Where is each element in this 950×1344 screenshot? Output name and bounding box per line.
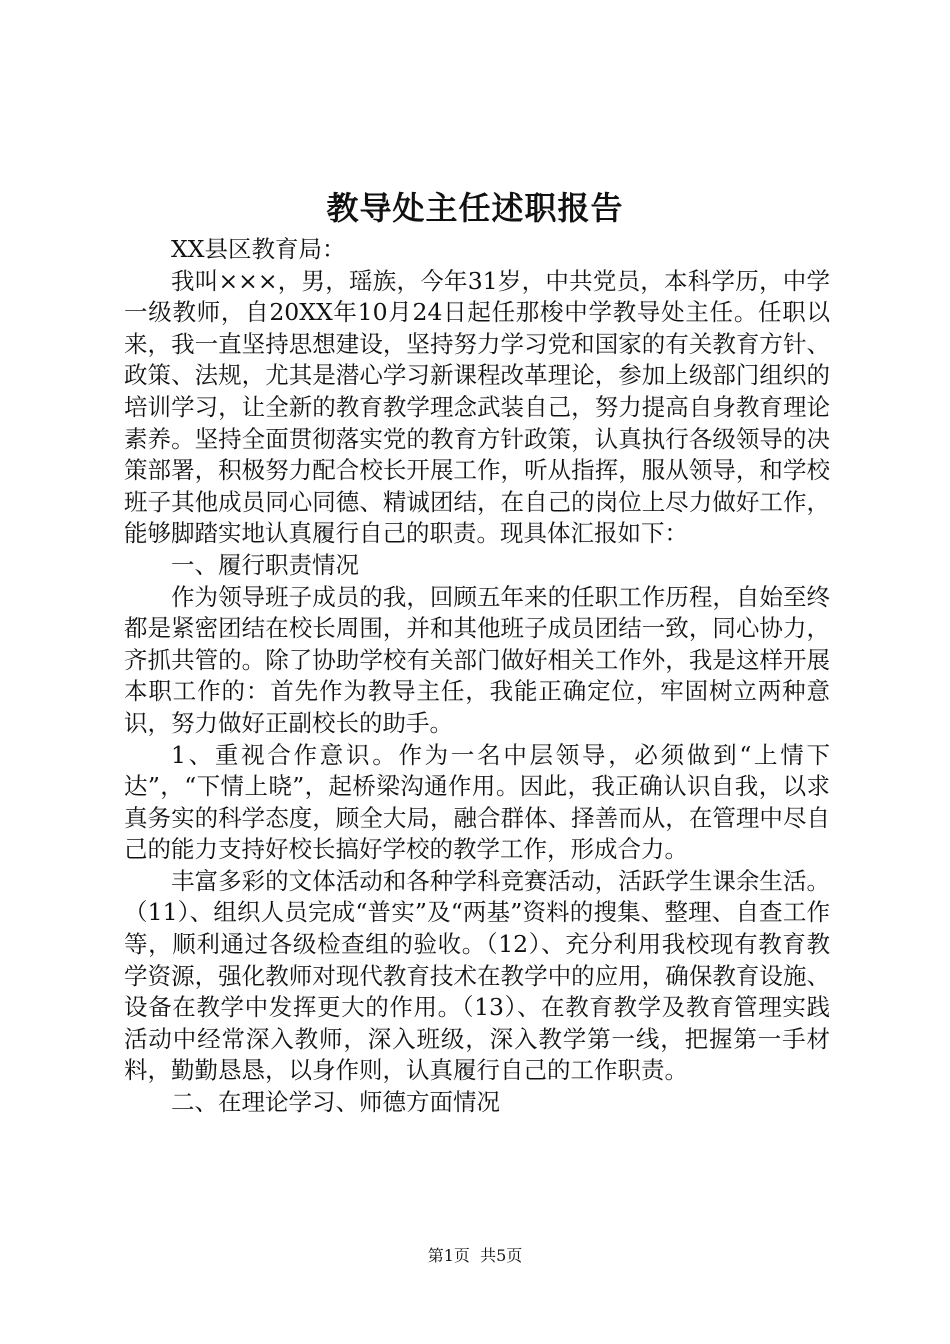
body-paragraph: 作为领导班子成员的我，回顾五年来的任职工作历程，自始至终都是紧密团结在校长周围，并和其他班子成员团结一致，同心协力，齐抓共管的。除了协助学校有关部门做好相关工作外，我是这样开展本职工作的：首先作为教导主任，我能正确定位，牢固树立两种意识，努力做好正副校长的助手。 [124, 582, 830, 737]
document-title: 教导处主任述职报告 [326, 189, 624, 227]
section-heading: 一、履行职责情况 [171, 550, 359, 579]
body-paragraph: 1、重视合作意识。作为一名中层领导，必须做到“上情下达”，“下情上晓”，起桥梁沟通作用。因此，我正确认识自我，以求真务实的科学态度，顾全大局，融合群体、择善而从，在管理中尽自己的能力支持好校长搞好学校的教学工作，形成合力。 [124, 740, 830, 864]
section-heading: 二、在理论学习、师德方面情况 [171, 1088, 500, 1117]
page-number-footer: 第1页 共5页 [427, 1246, 523, 1265]
salutation: XX县区教育局： [171, 235, 346, 263]
body-paragraph: 我叫×××，男，瑶族，今年31岁，中共党员，本科学历，中学一级教师，自20XX年10月24日起任那梭中学教导处主任。任职以来，我一直坚持思想建设，坚持努力学习党和国家的有关教育方针、政策、法规，尤其是潜心学习新课程改革理论，参加上级部门组织的培训学习，让全新的教育教学理念武装自己，努力提高自身教育理论素养。坚持全面贯彻落实党的教育方针政策，认真执行各级领导的决策部署，积极努力配合校长开展工作，听从指挥，服从领导，和学校班子其他成员同心同德、精诚团结，在自己的岗位上尽力做好工作，能够脚踏实地认真履行自己的职责。现具体汇报如下： [124, 266, 830, 548]
body-paragraph: 丰富多彩的文体活动和各种学科竞赛活动，活跃学生课余生活。（11）、组织人员完成“普实”及“两基”资料的搜集、整理、自查工作等，顺利通过各级检查组的验收。（12）、充分利用我校现有教育教学资源，强化教师对现代教育技术在教学中的应用，确保教育设施、设备在教学中发挥更大的作用。（13）、在教育教学及教育管理实践活动中经常深入教师，深入班级，深入教学第一线，把握第一手材料，勤勤恳恳，以身作则，认真履行自己的工作职责。 [124, 866, 830, 1085]
document-body [124, 234, 830, 1119]
